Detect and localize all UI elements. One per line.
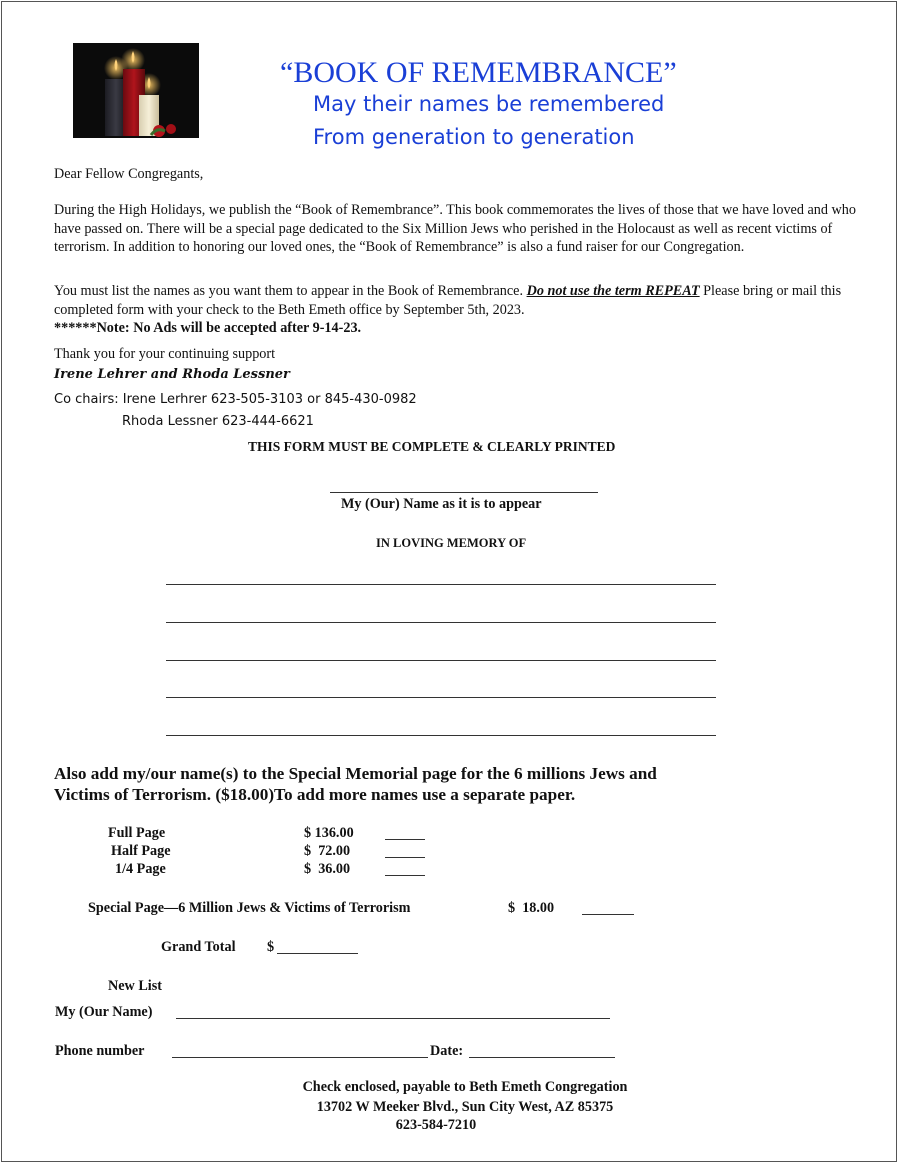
instructions-paragraph xyxy=(54,282,884,319)
subtitle-line-1: May their names be remembered xyxy=(313,92,665,116)
name-to-appear-field[interactable] xyxy=(330,492,598,493)
grand-total-label: Grand Total xyxy=(161,939,236,955)
memory-heading: IN LOVING MEMORY OF xyxy=(376,536,527,550)
signature: Irene Lehrer and Rhoda Lessner xyxy=(54,367,290,382)
form-heading: THIS FORM MUST BE COMPLETE & CLEARLY PRINTED xyxy=(248,439,616,454)
page-title: “BOOK OF REMEMBRANCE” xyxy=(280,56,677,89)
cochairs-line-1: Co chairs: Irene Lerhrer 623-505-3103 or 845-430-0982 xyxy=(54,392,417,407)
subtitle-line-2: From generation to generation xyxy=(313,125,635,149)
thanks-text: Thank you for your continuing support xyxy=(54,346,276,362)
half-page-blank[interactable] xyxy=(385,857,425,858)
price-quarter: $ 36.00 xyxy=(304,861,351,877)
grand-total-field[interactable] xyxy=(277,953,358,954)
footer-phone: 623-584-7210 xyxy=(395,1117,477,1133)
date-field[interactable] xyxy=(469,1057,615,1058)
new-list-label: New List xyxy=(108,978,162,994)
memory-name-line-4[interactable] xyxy=(166,697,716,698)
full-page-blank[interactable] xyxy=(385,839,425,840)
special-page-price: $ 18.00 xyxy=(508,900,555,916)
ads-note: ******Note: No Ads will be accepted after 9-14-23. xyxy=(54,320,362,336)
repeat-warning: Do not use the term REPEAT xyxy=(526,283,700,299)
memorial-text-line-2: Victims of Terrorism. ($18.00)To add more names use a separate paper. xyxy=(54,785,576,804)
memory-name-line-1[interactable] xyxy=(166,584,716,585)
memory-name-line-2[interactable] xyxy=(166,622,716,623)
memorial-text-line-1: Also add my/our name(s) to the Special Memorial page for the 6 millions Jews and xyxy=(54,764,657,783)
cochairs-line-2: Rhoda Lessner 623-444-6621 xyxy=(122,414,314,429)
memory-name-line-3[interactable] xyxy=(166,660,716,661)
intro-paragraph: During the High Holidays, we publish the “Book of Remembrance”. This book commemorates the lives of those that we have loved and who have passed on. There will be a special page dedicated to the Six Million Jews who perished in the Holocaust as well as recent victims of terrorism. In addition to honoring our loved ones, the “Book of Remembrance” is also a fund raiser for our Congregation. xyxy=(54,202,856,255)
grand-total-dollar: $ xyxy=(267,939,275,955)
quarter-page-blank[interactable] xyxy=(385,875,425,876)
footer-payable: Check enclosed, payable to Beth Emeth Congregation xyxy=(302,1079,628,1095)
my-name-field[interactable] xyxy=(176,1018,610,1019)
date-label: Date: xyxy=(430,1043,464,1059)
special-page-label: Special Page—6 Million Jews & Victims of Terrorism xyxy=(88,900,411,916)
phone-field[interactable] xyxy=(172,1057,428,1058)
price-full: $ 136.00 xyxy=(304,825,354,841)
special-page-blank[interactable] xyxy=(582,914,634,915)
price-label-full: Full Page xyxy=(108,825,166,841)
price-label-quarter: 1/4 Page xyxy=(115,861,166,877)
phone-label: Phone number xyxy=(55,1043,145,1059)
memory-name-line-5[interactable] xyxy=(166,735,716,736)
name-caption: My (Our) Name as it is to appear xyxy=(341,496,542,512)
greeting: Dear Fellow Congregants, xyxy=(54,166,204,182)
instructions-text-start: You must list the names as you want them to appear in the Book of Remembrance. xyxy=(54,283,527,299)
my-name-label: My (Our Name) xyxy=(55,1004,153,1020)
instructions-text-end: Please bring or mail this completed form with your check to the Beth Emeth office by September 5th, 2023. xyxy=(54,283,842,318)
footer-address: 13702 W Meeker Blvd., Sun City West, AZ 85375 xyxy=(316,1099,614,1115)
price-half: $ 72.00 xyxy=(304,843,351,859)
candles-image xyxy=(73,43,199,138)
price-label-half: Half Page xyxy=(111,843,171,859)
